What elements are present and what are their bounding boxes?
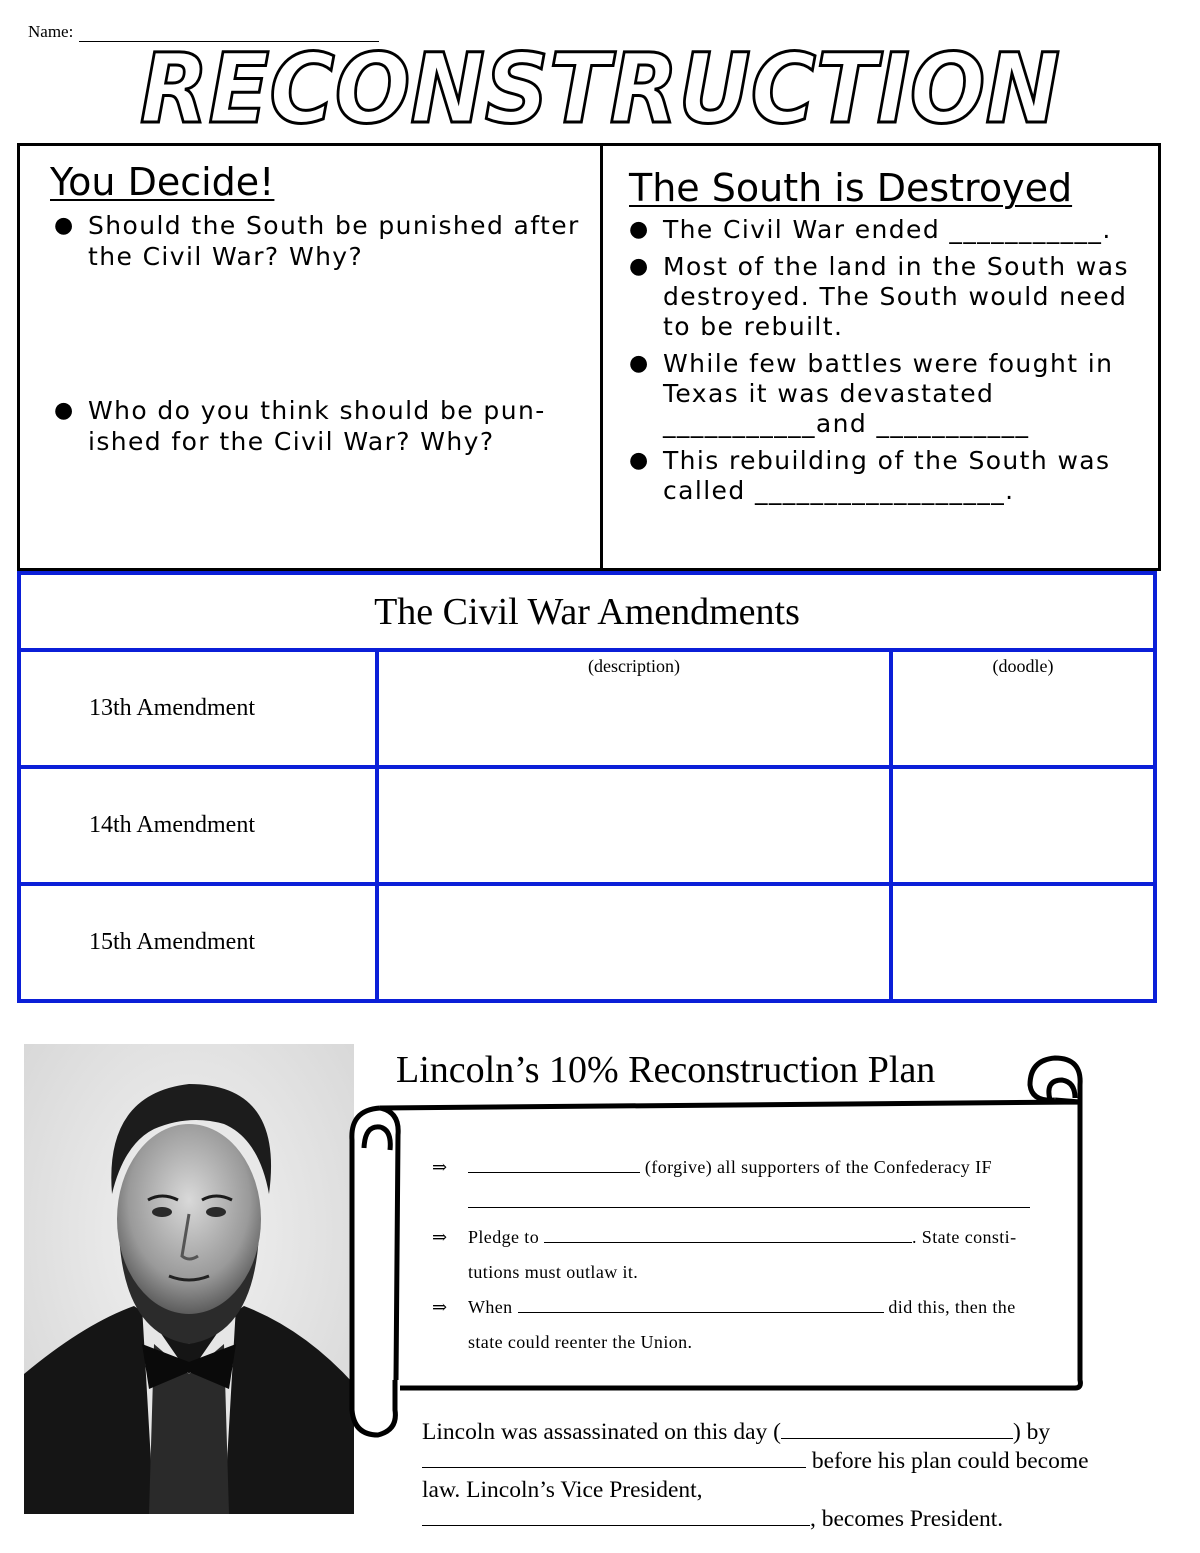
you-decide-question-list-1 [54, 210, 599, 272]
plan-item-text: Pledge to [468, 1227, 540, 1247]
amendment-label: 15th Amendment [19, 884, 377, 1001]
table-row [19, 884, 1155, 1001]
forgive-blank[interactable] [468, 1152, 640, 1173]
you-decide-box [17, 143, 603, 571]
description-cell[interactable] [377, 650, 891, 767]
fact-text: While few battles were fought in Texas it was devastated ___________and ___________ [663, 349, 1114, 438]
right-arrow-icon: ⇒ [432, 1157, 448, 1177]
question-text: Should the South be punished after the Civil War? Why? [88, 211, 580, 271]
you-decide-heading: You Decide! [50, 160, 275, 204]
plan-item-text: . State consti-tutions must outlaw it. [468, 1227, 1017, 1282]
vice-president-blank[interactable] [422, 1505, 810, 1526]
list-item [629, 215, 1149, 245]
plan-list [432, 1150, 1052, 1360]
assassination-text: , becomes President. [810, 1506, 1004, 1532]
bullet-icon: ● [54, 213, 75, 238]
doodle-cell[interactable] [891, 884, 1155, 1001]
list-item [54, 210, 599, 272]
bullet-icon: ● [54, 398, 75, 423]
fact-text: This rebuilding of the South was called __________________. [663, 446, 1111, 505]
you-decide-question-list-2 [54, 395, 599, 457]
lincoln-portrait [24, 1044, 354, 1514]
assassination-text: ) by [1012, 1419, 1051, 1445]
bullet-icon: ● [629, 254, 650, 279]
amendment-label: 13th Amendment [19, 650, 377, 767]
description-cell[interactable] [377, 884, 891, 1001]
amendments-table [17, 571, 1157, 1003]
list-item [432, 1150, 1052, 1220]
plan-item-text: did this, then the state could reenter the Union. [468, 1297, 1016, 1352]
date-blank[interactable] [781, 1418, 1013, 1439]
list-item [432, 1220, 1052, 1290]
pledge-blank[interactable] [544, 1222, 912, 1243]
list-item [629, 446, 1149, 506]
plan-title: Lincoln’s 10% Reconstruction Plan [396, 1049, 936, 1091]
amendments-title: The Civil War Amendments [19, 573, 1155, 650]
name-field[interactable] [28, 22, 379, 42]
list-item [629, 349, 1149, 439]
assassination-paragraph [422, 1418, 1092, 1534]
condition-blank[interactable] [468, 1187, 1030, 1208]
plan-item-text: (forgive) all supporters of the Confederacy IF [644, 1157, 992, 1177]
assassination-text: before his plan could become law. Lincoln’s Vice President, [422, 1448, 1089, 1503]
right-arrow-icon: ⇒ [432, 1297, 448, 1317]
amendment-label: 14th Amendment [19, 767, 377, 884]
assassin-blank[interactable] [422, 1447, 806, 1468]
plan-item-text: When [468, 1297, 513, 1317]
when-blank[interactable] [518, 1292, 884, 1313]
fact-text: Most of the land in the South was destroyed. The South would need to be rebuilt. [663, 252, 1129, 341]
portrait-drawing [24, 1044, 354, 1514]
doodle-column-header: (doodle) [992, 656, 1054, 676]
bullet-icon: ● [629, 217, 650, 242]
south-destroyed-heading: The South is Destroyed [629, 166, 1073, 210]
doodle-cell[interactable] [891, 650, 1155, 767]
list-item [432, 1290, 1052, 1360]
list-item [629, 252, 1149, 342]
description-column-header: (description) [588, 656, 680, 676]
name-label: Name: [28, 22, 74, 41]
south-destroyed-list [629, 215, 1149, 513]
bullet-icon: ● [629, 351, 650, 376]
south-destroyed-box [600, 143, 1161, 571]
table-row [19, 650, 1155, 767]
table-row [19, 767, 1155, 884]
worksheet-title [0, 40, 1200, 140]
list-item [54, 395, 599, 457]
description-cell[interactable] [377, 767, 891, 884]
fact-text: The Civil War ended ___________. [663, 215, 1112, 244]
title-text: RECONSTRUCTION [140, 40, 1060, 140]
assassination-text: Lincoln was assassinated on this day ( [422, 1419, 781, 1445]
question-text: Who do you think should be pun-ished for the Civil War? Why? [88, 396, 546, 456]
doodle-cell[interactable] [891, 767, 1155, 884]
right-arrow-icon: ⇒ [432, 1227, 448, 1247]
bullet-icon: ● [629, 448, 650, 473]
